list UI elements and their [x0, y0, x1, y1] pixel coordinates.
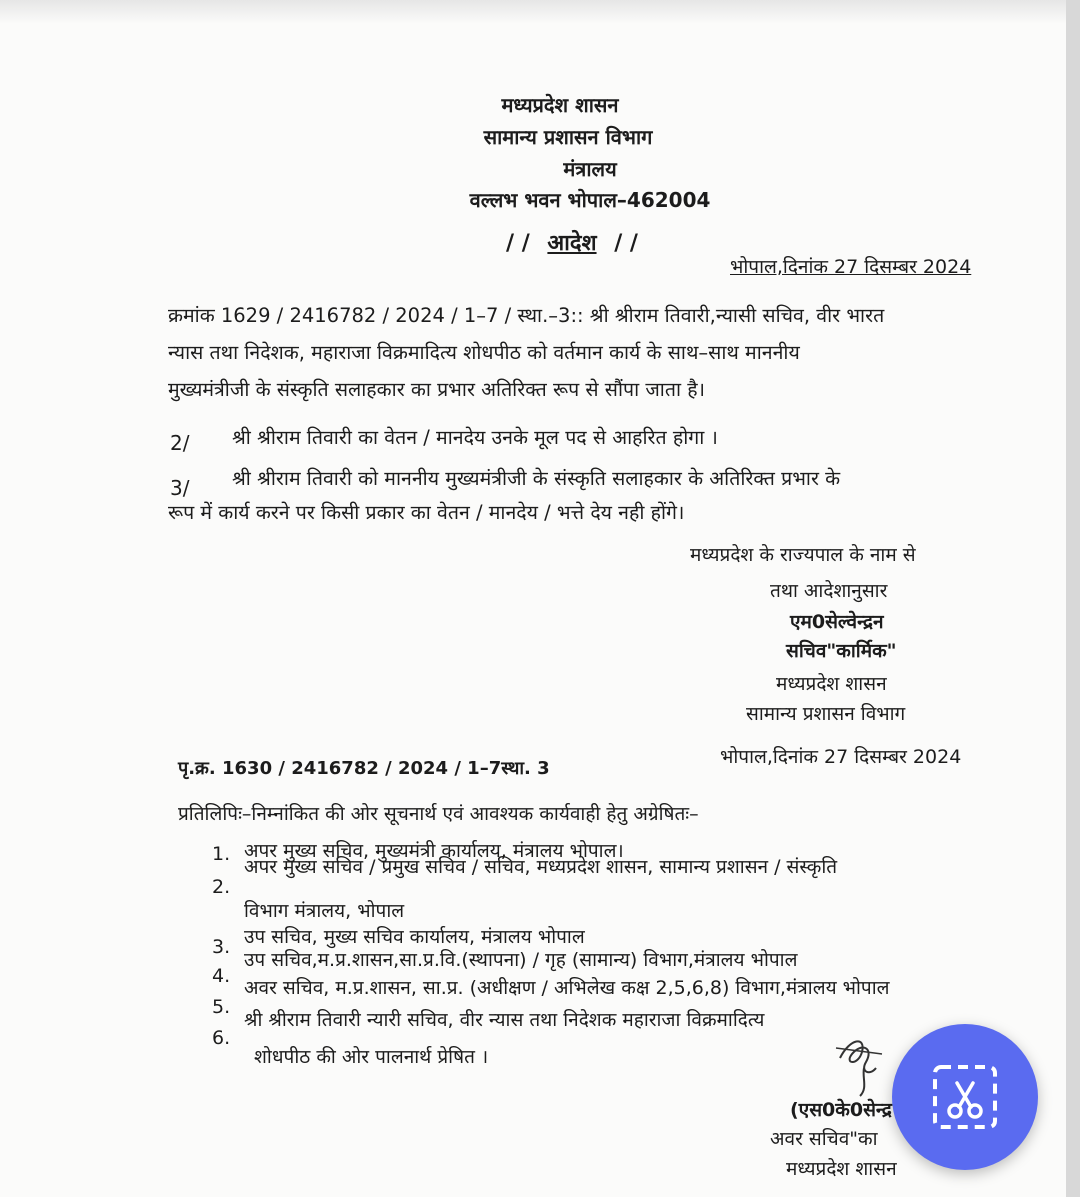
copy-item-text: अपर मुख्य सचिव / प्रमुख सचिव / सचिव, मध्यप्रदेश शासन, सामान्य प्रशासन / संस्कृति [244, 856, 838, 878]
handwritten-signature [826, 1018, 896, 1098]
paragraph-3-line-2: रूप में कार्य करने पर किसी प्रकार का वेतन / मानदेय / भत्ते देय नही होंगे। [168, 501, 685, 524]
copy-item-number: 2. [212, 876, 231, 898]
signatory-department: सामान्य प्रशासन विभाग [746, 703, 906, 725]
signatory-designation: सचिव"कार्मिक" [786, 640, 897, 662]
copy-item-number: 1. [212, 843, 231, 865]
page-top-shadow [0, 0, 1080, 24]
header-ministry: मंत्रालय [563, 157, 617, 181]
copy-item-number: 4. [212, 965, 231, 987]
copy-item-text: उप सचिव, मुख्य सचिव कार्यालय, मंत्रालय भोपाल [244, 926, 585, 948]
header-department: सामान्य प्रशासन विभाग [483, 125, 653, 149]
copy-item-text: अवर सचिव, म.प्र.शासन, सा.प्र. (अधीक्षण / अभिलेख कक्ष 2,5,6,8) विभाग,मंत्रालय भोपाल [244, 977, 890, 999]
screenshot-scissors-icon [929, 1061, 1001, 1133]
paragraph-2-number: 2/ [170, 431, 190, 455]
order-prefix: / / [506, 231, 530, 256]
copy-item-text: उप सचिव,म.प्र.शासन,सा.प्र.वि.(स्थापना) / गृह (सामान्य) विभाग,मंत्रालय भोपाल [244, 949, 798, 971]
paragraph-1-line-3: मुख्यमंत्रीजी के संस्कृति सलाहकार का प्रभार अतिरिक्त रूप से सौंपा जाता है। [168, 378, 705, 401]
copy-to-intro: प्रतिलिपिः–निम्नांकित की ओर सूचनार्थ एवं आवश्यक कार्यवाही हेतु अग्रेषितः– [178, 803, 699, 825]
paragraph-1-line-1: क्रमांक 1629 / 2416782 / 2024 / 1–7 / स्था.–3:: श्री श्रीराम तिवारी,न्यासी सचिव, वीर भारत [168, 304, 885, 327]
bottom-signatory-designation: अवर सचिव"का [770, 1128, 878, 1150]
header-address: वल्लभ भवन भोपाल–462004 [469, 188, 711, 212]
order-date: भोपाल,दिनांक 27 दिसम्बर 2024 [730, 256, 972, 278]
header-state: मध्यप्रदेश शासन [501, 93, 619, 117]
order-heading [506, 233, 638, 255]
copy-item-continuation: शोधपीठ की ओर पालनार्थ प्रेषित । [254, 1046, 489, 1068]
order-title: आदेश [547, 231, 597, 256]
signature-authority: मध्यप्रदेश के राज्यपाल के नाम से [690, 544, 916, 566]
signatory-government: मध्यप्रदेश शासन [776, 673, 887, 695]
copy-item-continuation: विभाग मंत्रालय, भोपाल [244, 900, 405, 922]
paragraph-1-line-2: न्यास तथा निदेशक, महाराजा विक्रमादित्य शोधपीठ को वर्तमान कार्य के साथ–साथ माननीय [168, 341, 800, 364]
paragraph-3-line-1: श्री श्रीराम तिवारी को माननीय मुख्यमंत्रीजी के संस्कृति सलाहकार के अतिरिक्त प्रभार के [232, 467, 841, 490]
endorsement-number: पृ.क्र. 1630 / 2416782 / 2024 / 1–7स्था. 3 [178, 758, 550, 779]
bottom-signatory-government: मध्यप्रदेश शासन [786, 1158, 897, 1180]
screenshot-tool-button[interactable] [892, 1024, 1038, 1170]
paragraph-3-number: 3/ [170, 476, 190, 500]
copy-item-text: श्री श्रीराम तिवारी न्यारी सचिव, वीर न्यास तथा निदेशक महाराजा विक्रमादित्य [244, 1009, 765, 1031]
copy-item-text: अपर मुख्य सचिव, मुख्यमंत्री कार्यालय, मंत्रालय भोपाल। [244, 840, 624, 862]
copy-item-number: 3. [212, 936, 231, 958]
page-right-edge [1066, 0, 1080, 1197]
signature-order-note: तथा आदेशानुसार [770, 580, 888, 602]
copy-item-number: 5. [212, 996, 231, 1018]
bottom-signatory-name: (एस0के0सेन्द्र [790, 1099, 892, 1121]
copy-item-number: 6. [212, 1027, 231, 1049]
endorsement-date: भोपाल,दिनांक 27 दिसम्बर 2024 [720, 746, 962, 768]
signatory-name: एम0सेल्वेन्द्रन [790, 611, 884, 633]
order-suffix: / / [614, 231, 638, 256]
paragraph-2-text: श्री श्रीराम तिवारी का वेतन / मानदेय उनके मूल पद से आहरित होगा । [232, 426, 718, 449]
